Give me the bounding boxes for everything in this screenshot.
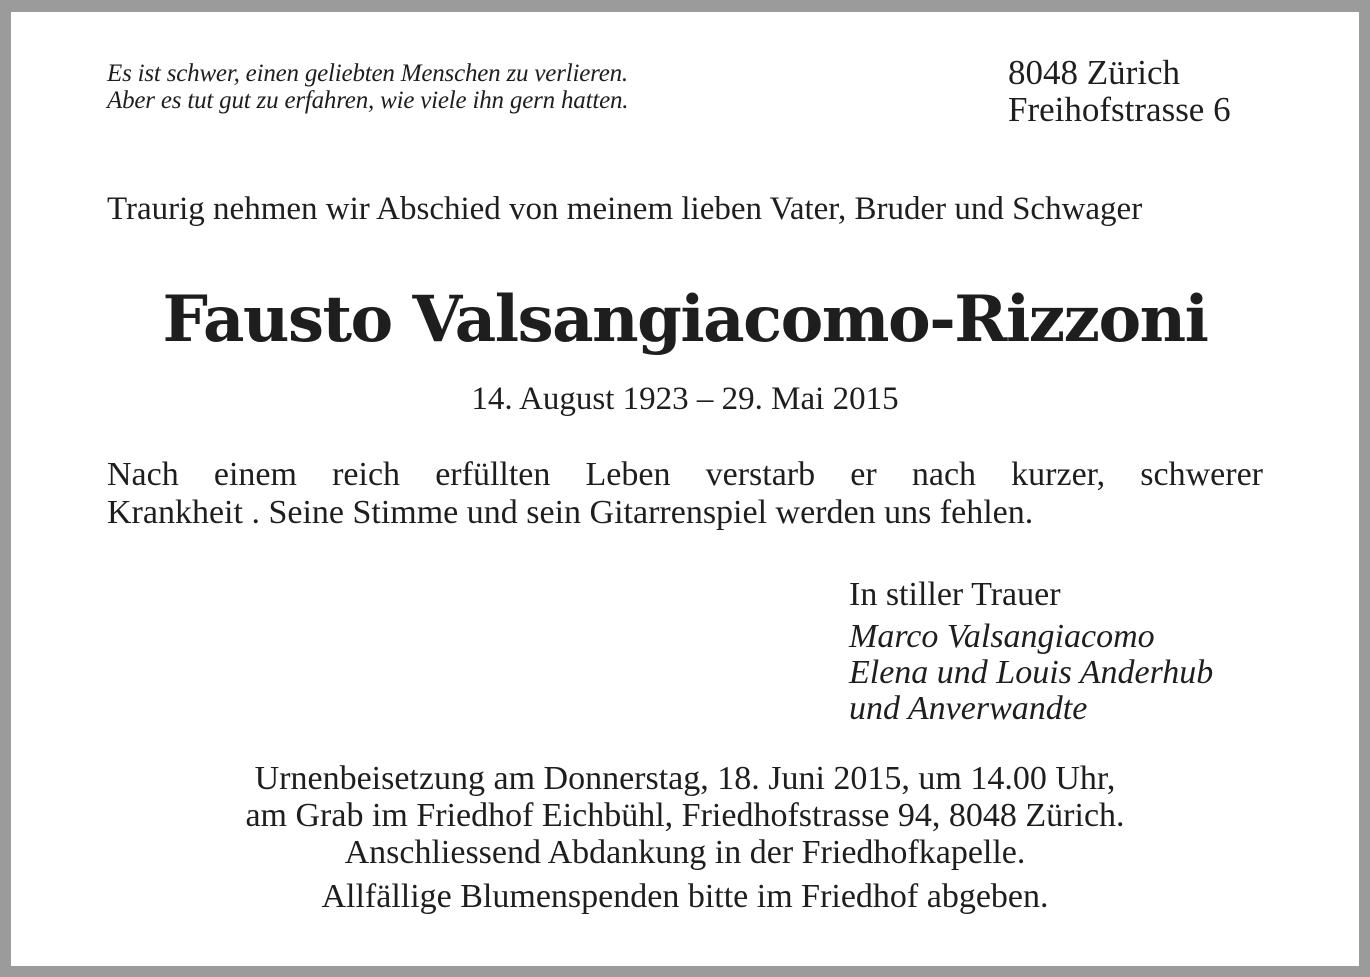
ceremony-line-2: am Grab im Friedhof Eichbühl, Friedhofstrasse 94, 8048 Zürich. [245,797,1125,834]
mourners-block [849,577,1213,727]
ceremony-line-1: Urnenbeisetzung am Donnerstag, 18. Juni 2015, um 14.00 Uhr, [254,760,1116,797]
mourner-name: Elena und Louis Anderhub [849,654,1214,691]
address-street: Freihofstrasse 6 [1008,90,1231,129]
obituary-text [107,456,1263,532]
address-city: 8048 Zürich [1008,53,1181,92]
deceased-name: Fausto Valsangiacomo-Rizzoni [162,282,1208,357]
obituary-text-line-1: Nach einem reich erfüllten Leben verstarb er nach kurzer, schwerer [107,456,1263,493]
mourner-names [849,619,1213,727]
funeral-details [11,760,1359,915]
motto-line-1: Es ist schwer, einen geliebten Menschen zu verlieren. [107,60,628,87]
obituary-text-line-2: Krankheit . Seine Stimme und sein Gitarrenspiel werden uns fehlen. [107,494,1034,531]
family-address [1008,54,1231,128]
flowers-note: Allfällige Blumenspenden bitte im Friedhof abgeben. [321,878,1049,915]
mourner-name: Marco Valsangiacomo [849,618,1155,655]
mourning-label: In stiller Trauer [849,576,1061,613]
farewell-intro: Traurig nehmen wir Abschied von meinem lieben Vater, Bruder und Schwager [107,191,1143,227]
life-dates: 14. August 1923 – 29. Mai 2015 [471,381,899,417]
motto-line-2: Aber es tut gut zu erfahren, wie viele ihn gern hatten. [107,87,629,114]
ceremony-line-3: Anschliessend Abdankung in der Friedhofkapelle. [344,834,1026,871]
mourner-name: und Anverwandte [849,690,1088,727]
obituary-notice [11,12,1359,966]
motto-quote [107,60,628,114]
